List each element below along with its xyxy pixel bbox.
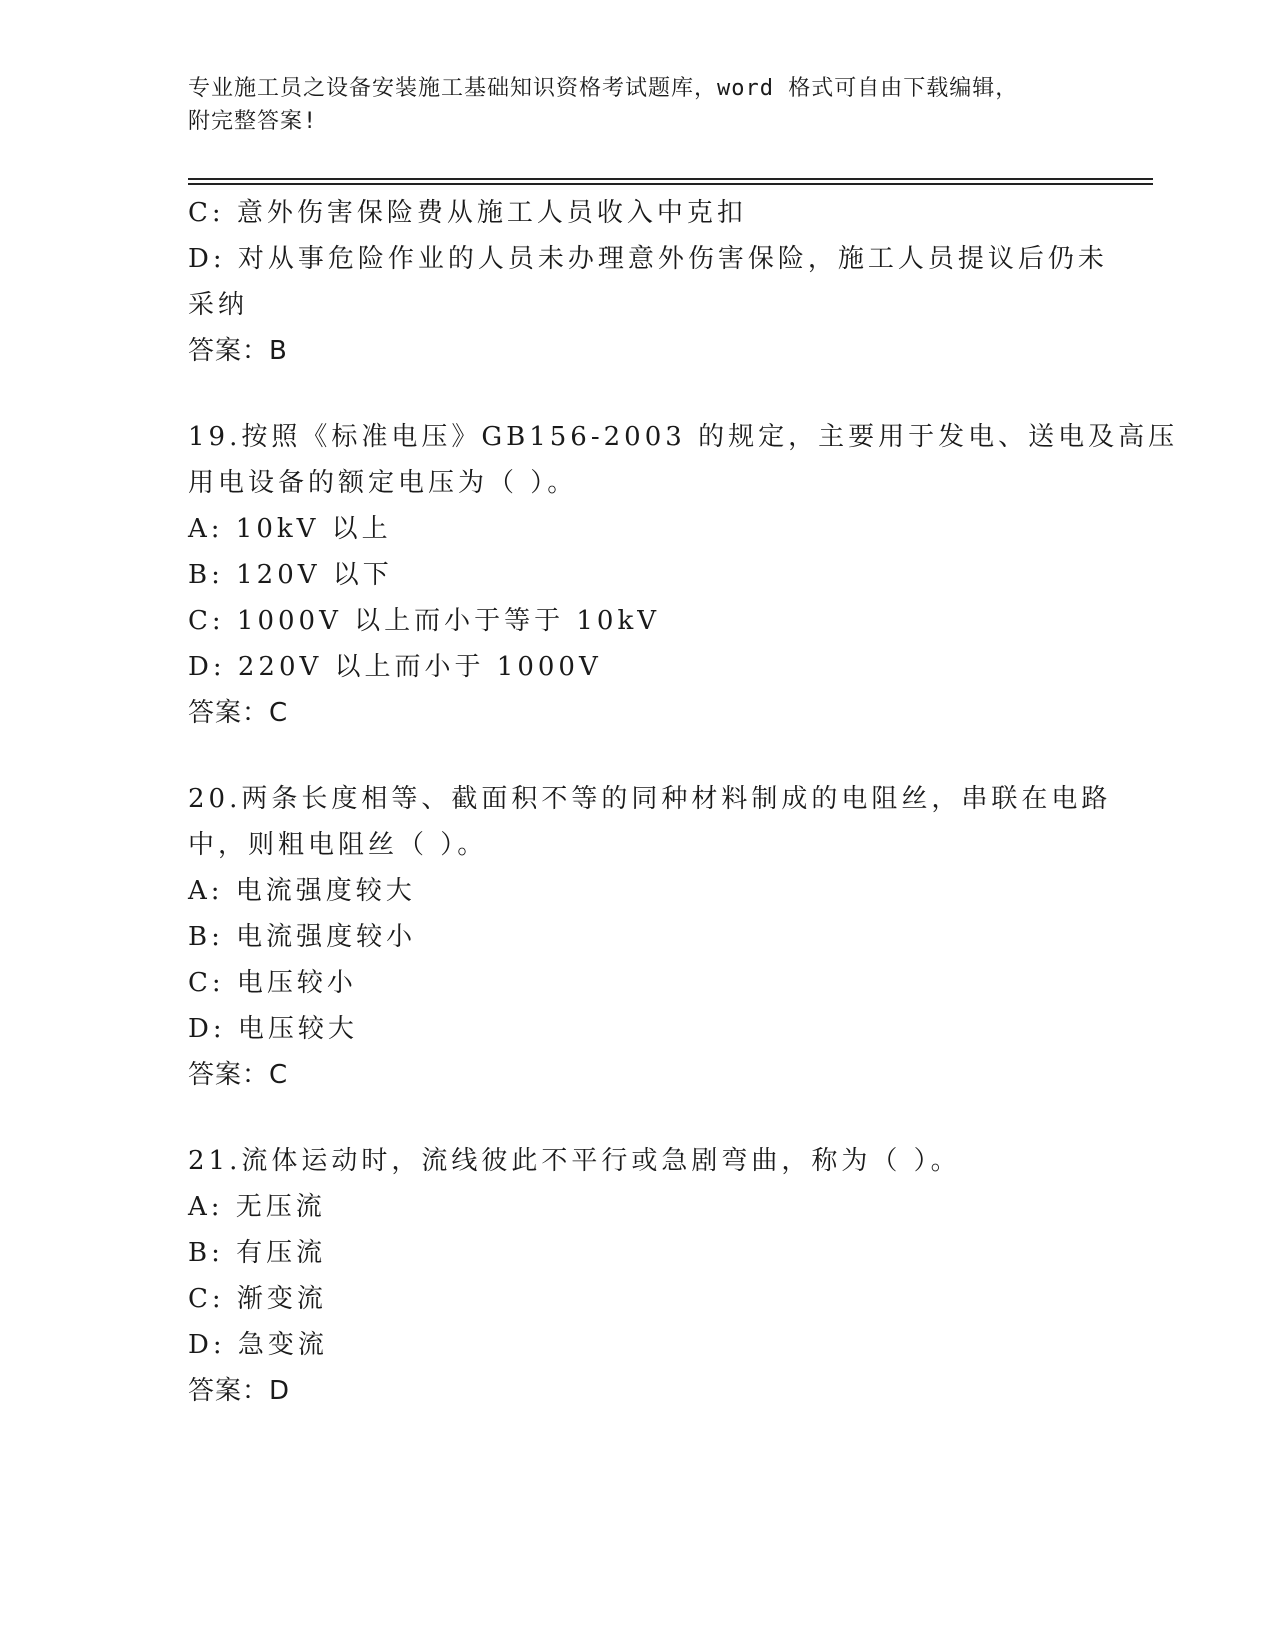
option-b: B: 120V 以下 bbox=[188, 560, 393, 590]
header-divider-top bbox=[188, 178, 1153, 180]
option-d: D: 220V 以上而小于 1000V bbox=[188, 652, 602, 682]
header-divider-bottom bbox=[188, 183, 1153, 185]
question-text-continued: 中，则粗电阻丝（ ）。 bbox=[188, 830, 488, 860]
header-line-2: 附完整答案! bbox=[188, 109, 318, 134]
question-text-continued: 用电设备的额定电压为（ ）。 bbox=[188, 468, 578, 498]
option-a: A: 电流强度较大 bbox=[188, 876, 416, 906]
option-b: B: 有压流 bbox=[188, 1238, 327, 1268]
spacer bbox=[188, 1098, 1088, 1138]
header-line-1: 专业施工员之设备安装施工基础知识资格考试题库，word 格式可自由下载编辑， bbox=[188, 76, 1019, 101]
option-a: A: 无压流 bbox=[188, 1192, 326, 1222]
document-header bbox=[188, 72, 1088, 138]
option-d: D: 急变流 bbox=[188, 1330, 328, 1360]
question-block-19 bbox=[188, 414, 1179, 736]
option-b: B: 电流强度较小 bbox=[188, 922, 417, 952]
option-d: D: 电压较大 bbox=[188, 1014, 358, 1044]
question-block-21 bbox=[188, 1138, 1088, 1414]
answer: 答案：D bbox=[188, 1376, 291, 1406]
answer: 答案：B bbox=[188, 336, 288, 366]
answer: 答案：C bbox=[188, 698, 289, 728]
option-d: D: 对从事危险作业的人员未办理意外伤害保险，施工人员提议后仍未 bbox=[188, 244, 1108, 274]
spacer bbox=[188, 374, 1088, 414]
spacer bbox=[188, 736, 1088, 776]
question-text: 20.两条长度相等、截面积不等的同种材料制成的电阻丝，串联在电路 bbox=[188, 784, 1112, 814]
question-block-18 bbox=[188, 190, 1108, 374]
option-d-continued: 采纳 bbox=[188, 290, 249, 320]
answer: 答案：C bbox=[188, 1060, 289, 1090]
question-list bbox=[188, 190, 1179, 1414]
option-c: C: 1000V 以上而小于等于 10kV bbox=[188, 606, 661, 636]
question-text: 19.按照《标准电压》GB156-2003 的规定，主要用于发电、送电及高压 bbox=[188, 422, 1179, 452]
question-block-20 bbox=[188, 776, 1112, 1098]
option-c: C: 意外伤害保险费从施工人员收入中克扣 bbox=[188, 198, 747, 228]
option-c: C: 电压较小 bbox=[188, 968, 357, 998]
option-a: A: 10kV 以上 bbox=[188, 514, 392, 544]
option-c: C: 渐变流 bbox=[188, 1284, 327, 1314]
question-text: 21.流体运动时，流线彼此不平行或急剧弯曲，称为（ ）。 bbox=[188, 1146, 961, 1176]
